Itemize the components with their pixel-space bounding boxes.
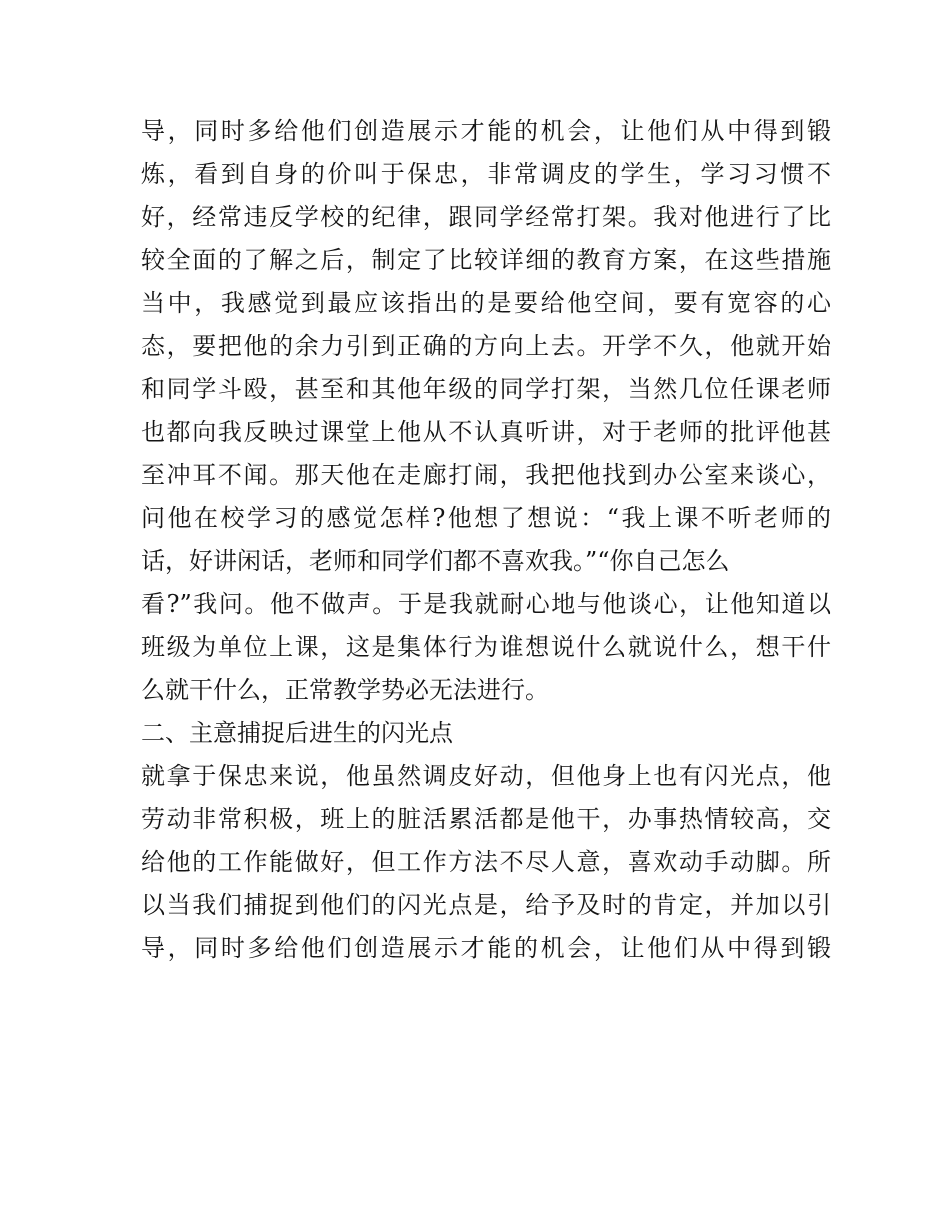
- section-heading: 二、主意捕捉后进生的闪光点: [141, 719, 453, 747]
- text-line-12: 看?”我问。他不做声。于是我就耐心地与他谈心，让他知道以: [141, 590, 831, 618]
- text-line-1: 导，同时多给他们创造展示才能的机会，让他们从中得到锻: [141, 117, 831, 145]
- text-line-16: 就拿于保忠来说，他虽然调皮好动，但他身上也有闪光点，他: [141, 762, 831, 790]
- text-line-8: 也都向我反映过课堂上他从不认真听讲，对于老师的批评他甚: [141, 418, 831, 446]
- text-line-13: 班级为单位上课，这是集体行为谁想说什么就说什么，想干什: [141, 633, 831, 661]
- text-line-17: 劳动非常积极，班上的脏活累活都是他干，办事热情较高，交: [141, 805, 831, 833]
- text-line-14: 么就干什么，正常教学势必无法进行。: [141, 676, 549, 704]
- text-line-20: 导，同时多给他们创造展示才能的机会，让他们从中得到锻: [141, 934, 831, 962]
- text-line-18: 给他的工作能做好，但工作方法不尽人意，喜欢动手动脚。所: [141, 848, 831, 876]
- body-text: [141, 110, 831, 970]
- text-line-11: 话，好讲闲话，老师和同学们都不喜欢我。”“你自己怎么: [141, 547, 730, 575]
- text-line-2: 炼，看到自身的价叫于保忠，非常调皮的学生，学习习惯不: [141, 160, 831, 188]
- text-line-19: 以当我们捕捉到他们的闪光点是，给予及时的肯定，并加以引: [141, 891, 831, 919]
- text-line-3: 好，经常违反学校的纪律，跟同学经常打架。我对他进行了比: [141, 203, 831, 231]
- text-line-7: 和同学斗殴，甚至和其他年级的同学打架，当然几位任课老师: [141, 375, 831, 403]
- text-line-6: 态，要把他的余力引到正确的方向上去。开学不久，他就开始: [141, 332, 831, 360]
- text-line-10: 问他在校学习的感觉怎样?他想了想说：“我上课不听老师的: [141, 504, 831, 532]
- text-line-9: 至冲耳不闻。那天他在走廊打闹，我把他找到办公室来谈心，: [141, 461, 831, 489]
- text-line-4: 较全面的了解之后，制定了比较详细的教育方案，在这些措施: [141, 246, 831, 274]
- text-line-5: 当中，我感觉到最应该指出的是要给他空间，要有宽容的心: [141, 289, 831, 317]
